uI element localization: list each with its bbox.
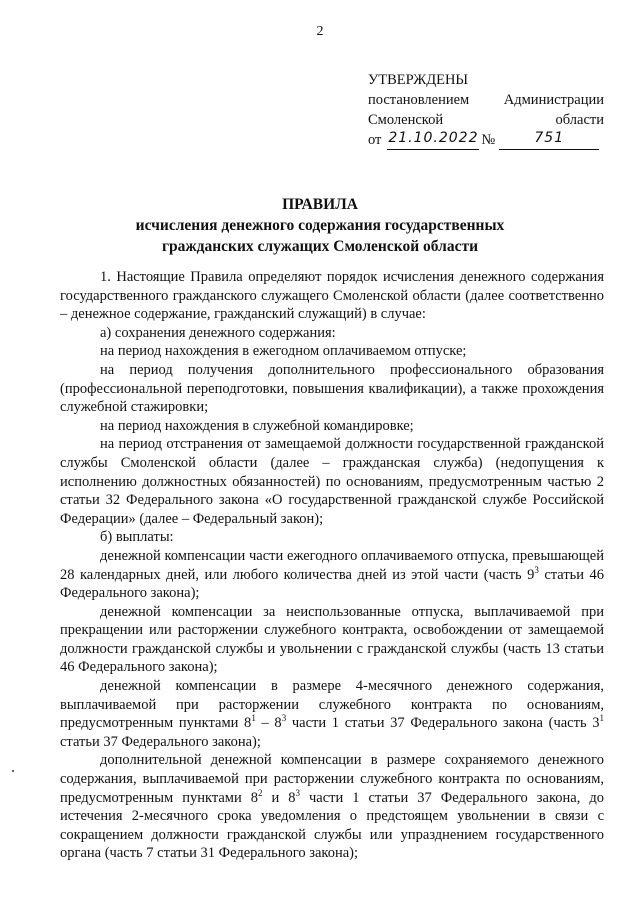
approval-line-1 <box>368 90 604 110</box>
document-title <box>0 194 640 257</box>
paragraph-11-text-a: дополнительной денежной компенсации в размере сохраняемого денежного содержания, выплачиваемой при расторжении служебного контракта по основаниям, предусмотренным пунктами 8 <box>60 752 604 806</box>
paragraph-10-text-b: – 8 <box>255 715 282 732</box>
approval-from-label: от <box>368 132 382 148</box>
approval-heading: УТВЕРЖДЕНЫ <box>368 72 469 88</box>
paragraph-8 <box>60 547 604 603</box>
paragraph-11-text-c: части 1 статьи 37 Федерального закона, до истечения 2-месячного срока уведомления о предстоящем увольнении в связи с сокращением должности гражданской службы или упразднением государственного органа (часть 7 статьи 31 Федерального закона); <box>60 789 604 862</box>
paragraph-5: на период нахождения в служебной командировке; <box>100 417 414 434</box>
paragraph-8-text-a: денежной компенсации части ежегодного оплачиваемого отпуска, превышающей 28 календарных дней, или любого количества дней из этой части (часть 9 <box>60 547 604 583</box>
approval-date: 21.10.2022 <box>387 130 479 150</box>
paragraph-10 <box>60 677 604 751</box>
page-number: 2 <box>316 24 324 39</box>
title-line-2: исчисления денежного содержания государственных <box>135 217 505 234</box>
paragraph-10-sup-3: 1 <box>599 713 604 724</box>
paragraph-10-text-d: статьи 37 Федерального закона); <box>60 733 261 750</box>
approval-stamp <box>368 70 604 150</box>
paragraph-3: на период нахождения в ежегодном оплачиваемом отпуске; <box>100 343 467 360</box>
approval-line-1-right: Администрации <box>503 92 604 108</box>
approval-number-label: № <box>481 132 496 148</box>
paragraph-10-sup-1: 1 <box>251 713 256 724</box>
paragraph-10-sup-2: 3 <box>281 713 287 724</box>
paragraph-8-sup-1: 3 <box>534 564 539 575</box>
paragraph-10-text-c: части 1 статьи 37 Федерального закона (часть 3 <box>286 715 600 732</box>
paragraph-4: на период получения дополнительного профессионального образования (профессиональной переподготовки, повышения квалификации), а также прохождения служебной стажировки; <box>60 361 604 416</box>
document-body <box>60 268 604 863</box>
approval-line-2-left: Смоленской <box>368 112 444 128</box>
paragraph-11-sup-2: 3 <box>295 787 300 798</box>
scan-speck <box>12 770 14 772</box>
approval-date-row <box>368 130 604 150</box>
paragraph-1: 1. Настоящие Правила определяют порядок исчисления денежного содержания государственного гражданского служащего Смоленской области (далее соответственно – денежное содержание, гражданский служащий) в случае: <box>60 269 604 323</box>
approval-line-2 <box>368 110 604 130</box>
approval-heading-row <box>368 70 604 90</box>
paragraph-8-text-b: статьи 46 Федерального закона); <box>60 566 604 602</box>
approval-line-1-left: постановлением <box>368 92 470 108</box>
approval-line-2-right: области <box>555 112 604 128</box>
paragraph-7: б) выплаты: <box>100 529 174 546</box>
paragraph-10-text-a: денежной компенсации в размере 4-месячного денежного содержания, выплачиваемой при расторжении служебного контракта по основаниям, предусмотренным пунктами 8 <box>60 678 604 732</box>
paragraph-2: а) сохранения денежного содержания: <box>100 324 336 341</box>
title-line-3: гражданских служащих Смоленской области <box>161 238 479 255</box>
paragraph-6: на период отстранения от замещаемой должности государственной гражданской службы Смоленской области (далее – гражданская служба) (недопущения к исполнению должностных обязанностей) по основаниям, предусмотренным частью 2 статьи 32 Федерального закона «О государственной гражданской службе Российской Федерации» (далее – Федеральный закон); <box>60 436 604 527</box>
paragraph-11-text-b: и 8 <box>262 789 296 806</box>
paragraph-11-sup-1: 2 <box>257 787 263 798</box>
paragraph-11 <box>60 751 604 863</box>
title-line-1: ПРАВИЛА <box>282 196 358 213</box>
approval-number: 751 <box>499 130 599 150</box>
paragraph-9: денежной компенсации за неиспользованные отпуска, выплачиваемой при прекращении или расторжении служебного контракта, освобождении от замещаемой должности гражданской службы и увольнении с гражданской службы (часть 13 статьи 46 Федерального закона); <box>60 603 604 676</box>
